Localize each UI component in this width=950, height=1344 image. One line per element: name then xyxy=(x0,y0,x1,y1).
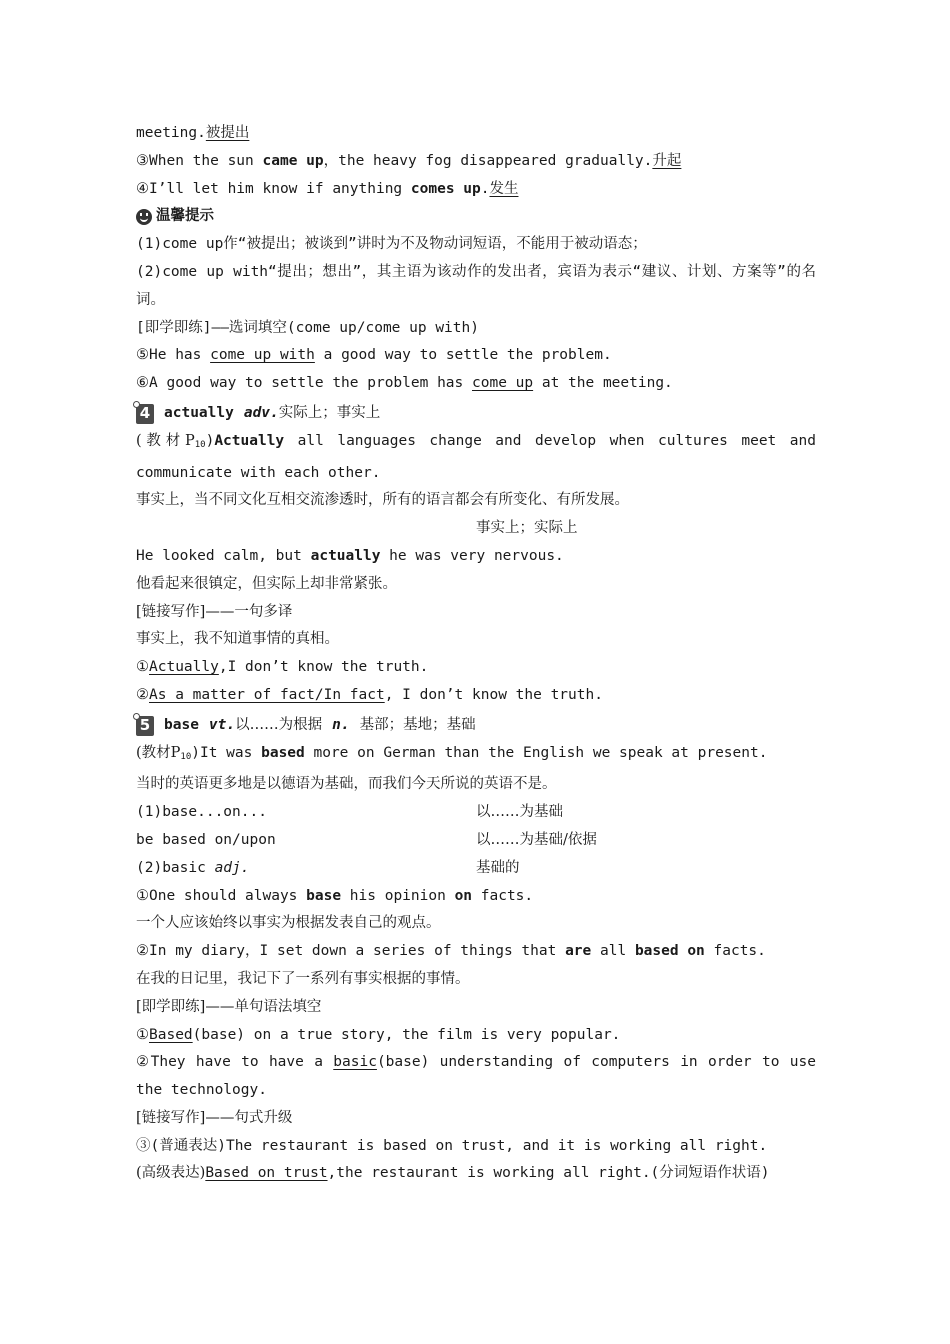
text-line xyxy=(136,994,816,1022)
definition: 基部；基地；基础 xyxy=(359,716,476,733)
text: )It was xyxy=(191,744,262,761)
translation: 他看起来很镇定，但实际上却非常紧张。 xyxy=(136,575,397,592)
keyword: based on xyxy=(634,943,705,960)
answer-text: basic xyxy=(333,1054,377,1071)
text: ，the heavy fog disappeared gradually. xyxy=(323,152,653,169)
text-paragraph xyxy=(136,428,816,488)
text-line xyxy=(136,883,816,911)
keyword: Actually xyxy=(214,432,285,449)
section-4-heading xyxy=(136,400,816,428)
text-line xyxy=(136,740,816,772)
text-line xyxy=(136,910,816,938)
text-line xyxy=(136,1022,816,1050)
text-line xyxy=(136,515,816,543)
text: (base) understanding of computers in order to use the technology. xyxy=(136,1054,816,1099)
text: a good way to settle the problem. xyxy=(314,347,612,364)
text-line xyxy=(136,176,816,204)
text-line xyxy=(136,315,816,343)
text-line xyxy=(136,543,816,571)
text: , I don’t know the truth. xyxy=(384,686,603,703)
keyword: on xyxy=(454,887,473,904)
text: . xyxy=(480,180,490,197)
text: ② xyxy=(136,686,149,703)
phrase: be based on/upon xyxy=(136,831,276,848)
text: (教材P xyxy=(136,744,181,761)
document-page xyxy=(136,120,816,1188)
answer-text: Based xyxy=(149,1026,193,1043)
headword: base xyxy=(164,716,199,733)
text: ① xyxy=(136,659,149,676)
text: 事实上，我不知道事情的真相。 xyxy=(136,631,339,648)
translation: 在我的日记里，我记下了一系列有事实根据的事情。 xyxy=(136,970,470,987)
answer-text: 升起 xyxy=(652,152,682,169)
section-number-badge: 4 xyxy=(136,404,154,424)
text: ④I’ll let him know if anything xyxy=(136,180,411,197)
text: ②They have to have a xyxy=(136,1054,334,1071)
text: facts. xyxy=(472,887,534,904)
text: all languages change and develop when cultures meet and communicate with each other. xyxy=(136,432,816,481)
phrase: (1)base...on... xyxy=(136,804,267,821)
text: facts. xyxy=(704,943,766,960)
text-line xyxy=(136,120,816,148)
answer-text: 被提出 xyxy=(205,125,250,141)
answer-text: As a matter of fact/In fact xyxy=(149,686,385,703)
tip-title: 温馨提示 xyxy=(156,208,214,225)
text: at the meeting. xyxy=(533,375,673,392)
text-paragraph xyxy=(136,259,816,315)
tip-text: (2)come up with“提出；想出”，其主语为该动作的发出者，宾语为表示“建议、计划、方案等”的名词。 xyxy=(136,263,816,308)
drill-heading: [即学即练]——单句语法填空 xyxy=(136,998,322,1015)
text-line xyxy=(136,342,816,370)
part-of-speech: adv. xyxy=(243,404,279,421)
keyword: are xyxy=(565,943,592,960)
headword: actually xyxy=(164,404,234,421)
text: (教材P xyxy=(136,432,195,449)
text: ③When the sun xyxy=(136,152,263,169)
text: ① xyxy=(136,1026,149,1043)
text-line xyxy=(136,231,816,259)
text-line xyxy=(136,966,816,994)
text: ,I don’t know the truth. xyxy=(218,659,429,676)
text: more on German than the English we speak at present. xyxy=(304,744,768,761)
text-line xyxy=(136,855,816,883)
answer-text: come up with xyxy=(210,347,315,364)
keyword: comes up xyxy=(410,180,481,197)
keyword: actually xyxy=(310,547,381,564)
text-line xyxy=(136,938,816,966)
text-line xyxy=(136,827,816,855)
page-subscript: 10 xyxy=(180,751,192,762)
page-subscript: 10 xyxy=(194,439,206,450)
text: (高级表达) xyxy=(136,1165,206,1182)
text-line xyxy=(136,487,816,515)
definition: 以……为根据 xyxy=(235,716,323,733)
link-heading: [链接写作]——一句多译 xyxy=(136,603,293,620)
phrase-meaning: 以……为基础 xyxy=(476,804,563,821)
part-of-speech: n. xyxy=(332,716,350,733)
text: his opinion xyxy=(341,887,455,904)
text-line xyxy=(136,370,816,398)
note: 事实上；实际上 xyxy=(476,520,578,537)
text-line xyxy=(136,1133,816,1161)
text: He looked calm, but xyxy=(136,547,311,564)
text: ⑥A good way to settle the problem has xyxy=(136,375,472,392)
text: all xyxy=(591,943,635,960)
link-heading: [链接写作]——句式升级 xyxy=(136,1109,293,1126)
translation: 一个人应该始终以事实为根据发表自己的观点。 xyxy=(136,915,441,932)
phrase: (2)basic xyxy=(136,859,215,876)
translation: 当时的英语更多地是以德语为基础，而我们今天所说的英语不是。 xyxy=(136,776,557,793)
section-5-heading xyxy=(136,712,816,740)
text: ) xyxy=(205,432,215,449)
phrase-meaning: 以……为基础/依据 xyxy=(476,831,597,848)
answer-text: come up xyxy=(472,375,534,392)
text-line xyxy=(136,1160,816,1188)
text-line xyxy=(136,571,816,599)
text-line xyxy=(136,1105,816,1133)
text: ①One should always xyxy=(136,887,307,904)
keyword: based xyxy=(261,744,305,761)
text: (base) on a true story, the film is very popular. xyxy=(192,1026,621,1043)
text-line xyxy=(136,599,816,627)
part-of-speech: vt. xyxy=(208,716,236,733)
phrase-meaning: 基础的 xyxy=(476,859,520,876)
text-line xyxy=(136,148,816,176)
text: ⑤He has xyxy=(136,347,211,364)
text-paragraph xyxy=(136,1049,816,1105)
translation: 事实上，当不同文化互相交流渗透时，所有的语言都会有所变化、有所发展。 xyxy=(136,492,629,509)
text-line xyxy=(136,799,816,827)
text: ,the restaurant is working all right.(分词短语作状语) xyxy=(327,1165,770,1182)
tip-heading xyxy=(136,203,816,231)
answer-text: 发生 xyxy=(489,180,519,197)
text-line xyxy=(136,626,816,654)
text: ②In my diary，I set down a series of things that xyxy=(136,943,566,960)
part-of-speech: adj. xyxy=(214,859,250,876)
text: meeting. xyxy=(136,125,206,141)
answer-text: Based on trust xyxy=(205,1165,328,1182)
text: he was very nervous. xyxy=(380,547,564,564)
keyword: base xyxy=(306,887,342,904)
text-line xyxy=(136,682,816,710)
text: ③(普通表达)The restaurant is based on trust, and it is working all right. xyxy=(136,1137,768,1154)
section-number-badge: 5 xyxy=(136,716,154,736)
text-line xyxy=(136,771,816,799)
text-line xyxy=(136,654,816,682)
answer-text: Actually xyxy=(149,659,219,676)
definition: 实际上；事实上 xyxy=(278,404,381,421)
drill-heading: [即学即练]——选词填空(come up/come up with) xyxy=(136,319,479,336)
tip-text: (1)come up作“被提出；被谈到”讲时为不及物动词短语，不能用于被动语态； xyxy=(136,236,647,253)
keyword: came up xyxy=(262,152,324,169)
smile-icon xyxy=(136,209,152,225)
